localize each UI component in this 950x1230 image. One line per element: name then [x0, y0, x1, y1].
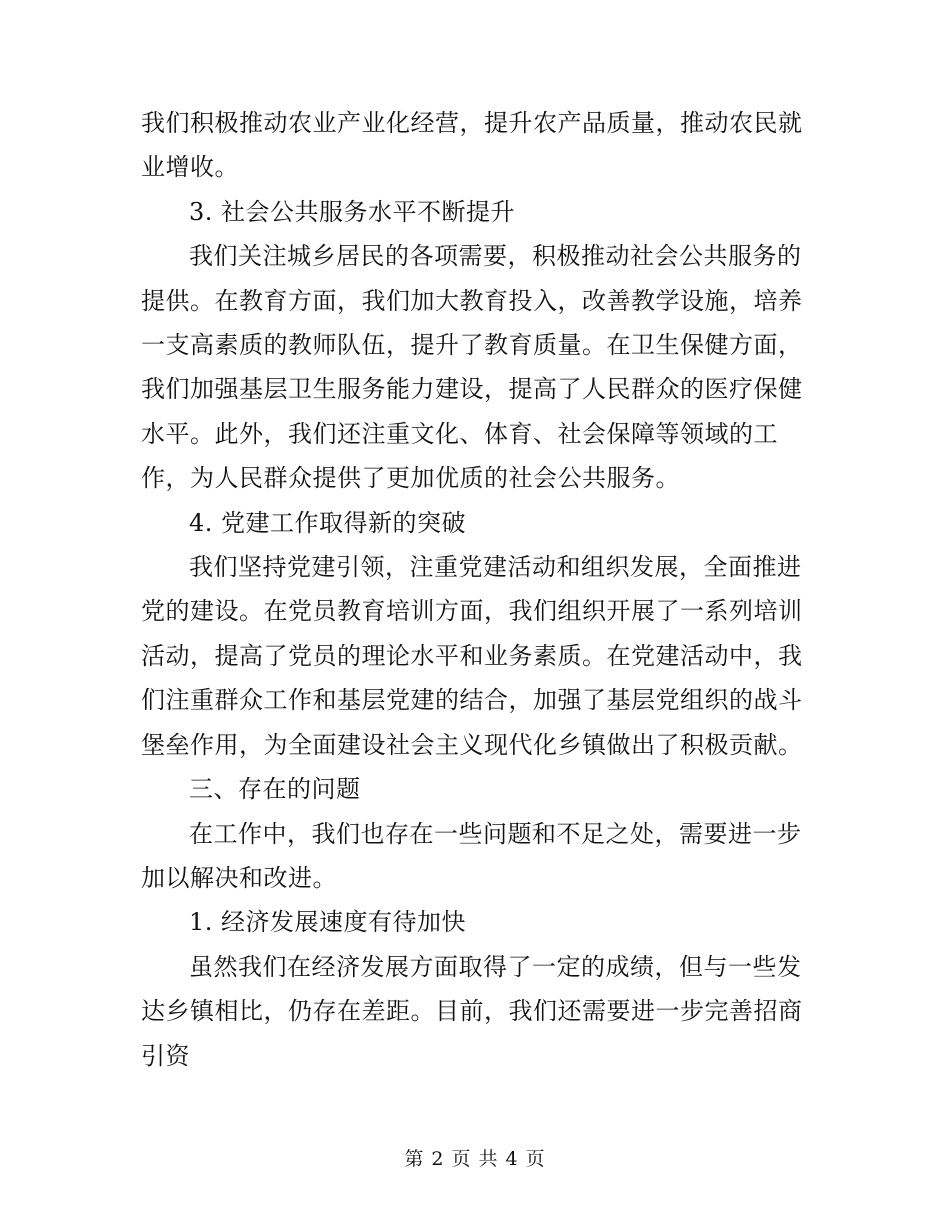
section-heading-problems: 三、存在的问题 — [189, 775, 361, 804]
section-heading-public-services: 3. 社会公共服务水平不断提升 — [189, 197, 516, 226]
paragraph-public-services: 我们关注城乡居民的各项需要，积极推动社会公共服务的提供。在教育方面，我们加大教育投入，改善教学设施，培养一支高素质的教师队伍，提升了教育质量。在卫生保健方面，我们加强基层卫生服务能力建设，提高了人民群众的医疗保健水平。此外，我们还注重文化、体育、社会保障等领域的工作，为人民群众提供了更加优质的社会公共服务。 — [141, 242, 803, 493]
paragraph-economic-growth: 虽然我们在经济发展方面取得了一定的成绩，但与一些发达乡镇相比，仍存在差距。目前，我们还需要进一步完善招商引资 — [141, 952, 803, 1070]
paragraph-problems-intro: 在工作中，我们也存在一些问题和不足之处，需要进一步加以解决和改进。 — [141, 819, 802, 892]
paragraph-agriculture-continued: 我们积极推动农业产业化经营，提升农产品质量，推动农民就业增收。 — [141, 109, 803, 182]
section-heading-economic-growth: 1. 经济发展速度有待加快 — [189, 908, 467, 937]
page-number-footer: 第 2 页 共 4 页 — [404, 1148, 546, 1170]
section-heading-party-building: 4. 党建工作取得新的突破 — [189, 508, 467, 537]
paragraph-party-building: 我们坚持党建引领，注重党建活动和组织发展，全面推进党的建设。在党员教育培训方面，我们组织开展了一系列培训活动，提高了党员的理论水平和业务素质。在党建活动中，我们注重群众工作和基层党建的结合，加强了基层党组织的战斗堡垒作用，为全面建设社会主义现代化乡镇做出了积极贡献。 — [141, 553, 803, 759]
document-body — [141, 101, 809, 1078]
